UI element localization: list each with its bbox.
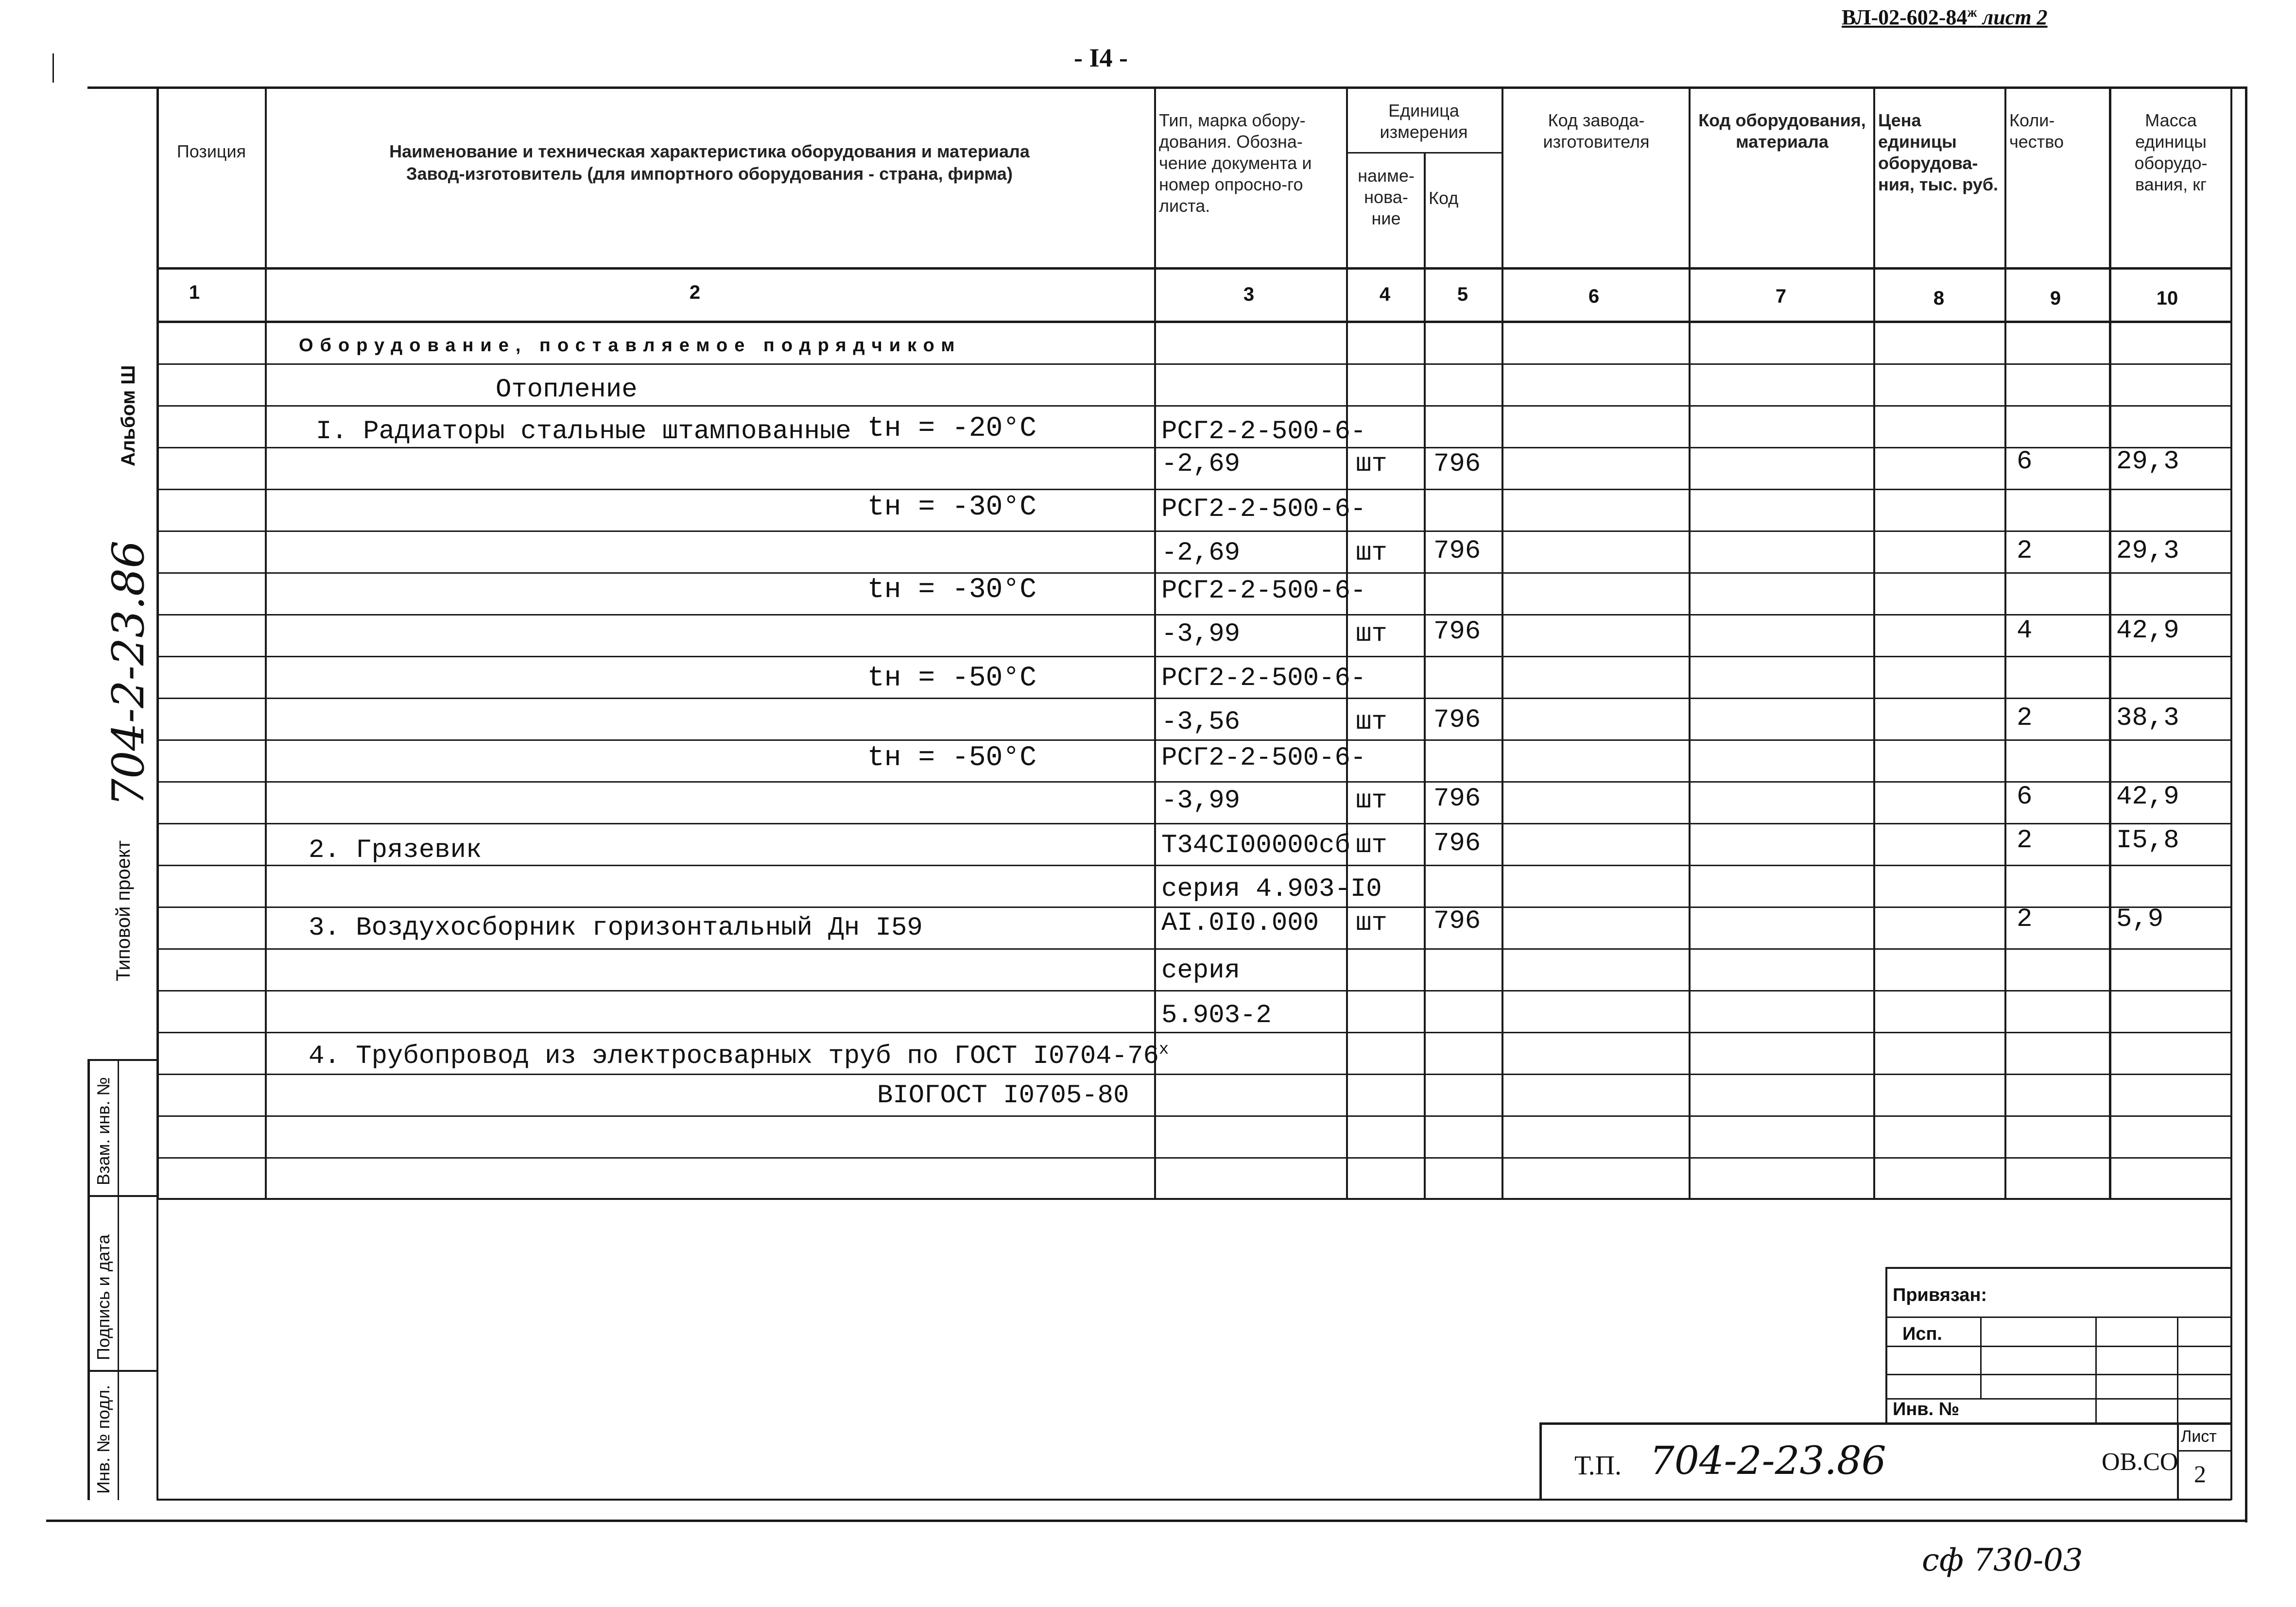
row-line bbox=[156, 489, 2231, 490]
header-mass: Масса единицы оборудо-вания, кг bbox=[2134, 110, 2208, 194]
list-number: 2 bbox=[2194, 1460, 2206, 1487]
doc-code-sup: ж bbox=[1967, 5, 1977, 20]
side-box-line bbox=[87, 1059, 158, 1061]
col-number: 2 bbox=[689, 282, 701, 303]
col-number: 9 bbox=[2050, 288, 2061, 309]
stamp-line bbox=[1885, 1267, 2230, 1269]
item-type: серия 4.903-I0 bbox=[1161, 874, 1382, 904]
item-type: 5.903-2 bbox=[1161, 1001, 1272, 1030]
row-line bbox=[156, 363, 2231, 365]
side-box-line bbox=[87, 1059, 90, 1500]
album-label: Альбом Ш bbox=[118, 365, 139, 466]
item-quantity: 2 bbox=[2017, 826, 2033, 855]
header-unit-name: наиме-нова-ние bbox=[1358, 166, 1415, 228]
header-bottom-line bbox=[156, 267, 2231, 270]
item-quantity: 2 bbox=[2017, 536, 2033, 566]
row-line bbox=[156, 405, 2231, 407]
row-line bbox=[156, 781, 2231, 783]
header-name-line1: Наименование и техническая характеристика оборудования и материала bbox=[389, 141, 1030, 161]
item-type: серия bbox=[1161, 956, 1241, 986]
col-number: 5 bbox=[1457, 284, 1468, 305]
item-unit-code: 796 bbox=[1433, 906, 1481, 936]
header-name-line2: Завод-изготовитель (для импортного оборудования - страна, фирма) bbox=[406, 164, 1013, 184]
isp-label: Исп. bbox=[1902, 1324, 1942, 1344]
item-temperature: tн = -30°С bbox=[867, 492, 1037, 523]
privyazan-label: Привязан: bbox=[1893, 1285, 1987, 1305]
item-unit-code: 796 bbox=[1433, 784, 1481, 814]
item-name bbox=[309, 1041, 1169, 1071]
item-quantity: 4 bbox=[2017, 616, 2033, 646]
side-box-line bbox=[118, 1059, 119, 1500]
item-quantity: 6 bbox=[2017, 782, 2033, 812]
frame-right bbox=[2245, 86, 2247, 1522]
item-name: I. Радиаторы стальные штампованные bbox=[316, 417, 851, 446]
units-sub-line bbox=[1346, 152, 1502, 154]
header-type: Тип, марка обору-дования. Обозна-чение документа и номер опросно-го листа. bbox=[1159, 110, 1312, 216]
item-type: РСГ2-2-500-6- bbox=[1161, 576, 1366, 606]
sheet-label: лист 2 bbox=[1982, 5, 2048, 29]
stamp-line bbox=[2177, 1450, 2230, 1452]
stamp-line bbox=[1885, 1316, 2230, 1318]
item-name-sup: х bbox=[1158, 1041, 1169, 1059]
item-unit: шт bbox=[1356, 538, 1387, 568]
item-type: Т34СI00000сб bbox=[1161, 831, 1350, 860]
list-label: Лист bbox=[2181, 1427, 2217, 1446]
item-type: -3,99 bbox=[1161, 786, 1241, 816]
tp-label: Т.П. bbox=[1574, 1451, 1622, 1481]
stamp-line bbox=[2177, 1316, 2178, 1423]
col-number: 8 bbox=[1933, 288, 1945, 309]
frame-left-tick bbox=[52, 53, 54, 83]
stamp-line bbox=[1980, 1316, 1982, 1399]
subsection-title: Отопление bbox=[496, 375, 638, 405]
col-number: 1 bbox=[189, 282, 200, 303]
table-left-lower bbox=[156, 1199, 158, 1500]
item-unit-code: 796 bbox=[1433, 617, 1481, 647]
row-line bbox=[156, 1032, 2231, 1033]
row-line bbox=[156, 447, 2231, 448]
item-unit-code: 796 bbox=[1433, 705, 1481, 735]
col-number: 3 bbox=[1243, 284, 1255, 305]
footer-handwritten: сф 730-03 bbox=[1922, 1542, 2083, 1578]
item-type: -2,69 bbox=[1161, 538, 1241, 568]
tp-number: 704-2-23.86 bbox=[1650, 1438, 1886, 1483]
item-type: АI.0I0.000 bbox=[1161, 908, 1319, 938]
row-line bbox=[156, 698, 2231, 699]
stamp-line bbox=[1539, 1422, 2231, 1425]
row-line bbox=[156, 948, 2231, 950]
item-name: 3. Воздухосборник горизонтальный Дн I59 bbox=[309, 913, 923, 943]
doc-code-text: ВЛ-02-602-84 bbox=[1842, 5, 1968, 29]
row-line bbox=[156, 906, 2231, 908]
item-temperature: tн = -20°С bbox=[867, 413, 1037, 444]
item-mass: 38,3 bbox=[2116, 703, 2179, 733]
header-unit-code: Код bbox=[1429, 188, 1459, 208]
stamp-line bbox=[1885, 1374, 2230, 1375]
col-line-4 bbox=[1424, 153, 1426, 1199]
side-box-line bbox=[87, 1195, 158, 1197]
col-number: 6 bbox=[1588, 286, 1600, 307]
item-type: -3,56 bbox=[1161, 707, 1241, 737]
item-mass: 42,9 bbox=[2116, 782, 2179, 812]
header-quantity: Коли-чество bbox=[2009, 110, 2064, 152]
row-line bbox=[156, 823, 2231, 824]
row-line bbox=[156, 739, 2231, 741]
item-unit: шт bbox=[1356, 908, 1387, 938]
inv-label: Инв. № bbox=[1893, 1399, 1960, 1419]
sign-date-label: Подпись и дата bbox=[93, 1234, 113, 1360]
item-type: РСГ2-2-500-6- bbox=[1161, 743, 1366, 773]
col-number: 4 bbox=[1379, 284, 1391, 305]
project-label: Типовой проект bbox=[113, 840, 134, 981]
section-title: Оборудование, поставляемое подрядчиком bbox=[299, 335, 962, 356]
row-line bbox=[156, 1115, 2231, 1117]
item-unit-code: 796 bbox=[1433, 829, 1481, 858]
stamp-line bbox=[1539, 1422, 1542, 1500]
header-position: Позиция bbox=[176, 141, 246, 161]
stamp-line bbox=[2095, 1316, 2097, 1423]
inv-podl-label: Инв. № подл. bbox=[93, 1385, 113, 1494]
header-equipment-code: Код оборудования, материала bbox=[1698, 110, 1866, 152]
item-unit-code: 796 bbox=[1433, 536, 1481, 566]
row-line bbox=[156, 1198, 2231, 1200]
header-price: Цена единицы оборудова-ния, тыс. руб. bbox=[1878, 110, 1999, 194]
item-temperature: tн = -50°С bbox=[867, 742, 1037, 774]
item-temperature: tн = -30°С bbox=[867, 574, 1037, 606]
item-quantity: 2 bbox=[2017, 703, 2033, 733]
item-name: 2. Грязевик bbox=[309, 836, 482, 865]
item-quantity: 6 bbox=[2017, 447, 2033, 477]
row-line bbox=[156, 990, 2231, 992]
stamp-line bbox=[1885, 1267, 1887, 1423]
item-type: -3,99 bbox=[1161, 619, 1241, 649]
table-right-lower bbox=[2230, 1199, 2232, 1500]
item-unit: шт bbox=[1356, 619, 1387, 649]
colnum-bottom-line bbox=[156, 321, 2231, 323]
item-unit: шт bbox=[1356, 707, 1387, 737]
item-unit-code: 796 bbox=[1433, 449, 1481, 479]
item-mass: 29,3 bbox=[2116, 536, 2179, 566]
item-name-text: 4. Трубопровод из электросварных труб по ГОСТ I0704-76 bbox=[309, 1042, 1159, 1071]
header-units: Единица измерения bbox=[1380, 101, 1468, 142]
item-mass: 42,9 bbox=[2116, 616, 2179, 646]
col-number: 7 bbox=[1775, 286, 1787, 307]
vzam-inv-label: Взам. инв. № bbox=[93, 1077, 113, 1185]
item-unit: шт bbox=[1356, 831, 1387, 860]
frame-bottom bbox=[46, 1520, 2247, 1522]
row-line bbox=[156, 614, 2231, 615]
item-mass: 5,9 bbox=[2116, 905, 2164, 934]
item-mass: 29,3 bbox=[2116, 447, 2179, 477]
row-line bbox=[156, 530, 2231, 532]
side-box-line bbox=[87, 1370, 158, 1372]
item-type: -2,69 bbox=[1161, 449, 1241, 479]
item-mass: I5,8 bbox=[2116, 826, 2179, 855]
frame-top bbox=[87, 86, 2247, 89]
row-line bbox=[156, 1157, 2231, 1159]
item-type: РСГ2-2-500-6- bbox=[1161, 664, 1366, 693]
row-line bbox=[156, 656, 2231, 657]
row-line bbox=[156, 572, 2231, 574]
col-number: 10 bbox=[2156, 288, 2178, 309]
item-quantity: 2 bbox=[2017, 905, 2033, 934]
doc-code-stamp: ОВ.СО bbox=[2102, 1448, 2178, 1476]
project-number: 704-2-23.86 bbox=[103, 540, 154, 806]
item-temperature: tн = -50°С bbox=[867, 663, 1037, 694]
stamp-line bbox=[1885, 1346, 2230, 1347]
item-unit: шт bbox=[1356, 786, 1387, 816]
header-factory-code: Код завода-изготовителя bbox=[1543, 110, 1650, 152]
item-type: РСГ2-2-500-6- bbox=[1161, 417, 1366, 446]
page-number: - I4 - bbox=[1074, 43, 1128, 72]
table-bottom bbox=[156, 1499, 2231, 1501]
item-name: ВIОГОСТ I0705-80 bbox=[877, 1081, 1129, 1111]
row-line bbox=[156, 1074, 2231, 1075]
doc-code bbox=[1842, 5, 2048, 30]
item-unit: шт bbox=[1356, 449, 1387, 479]
item-type: РСГ2-2-500-6- bbox=[1161, 495, 1366, 524]
